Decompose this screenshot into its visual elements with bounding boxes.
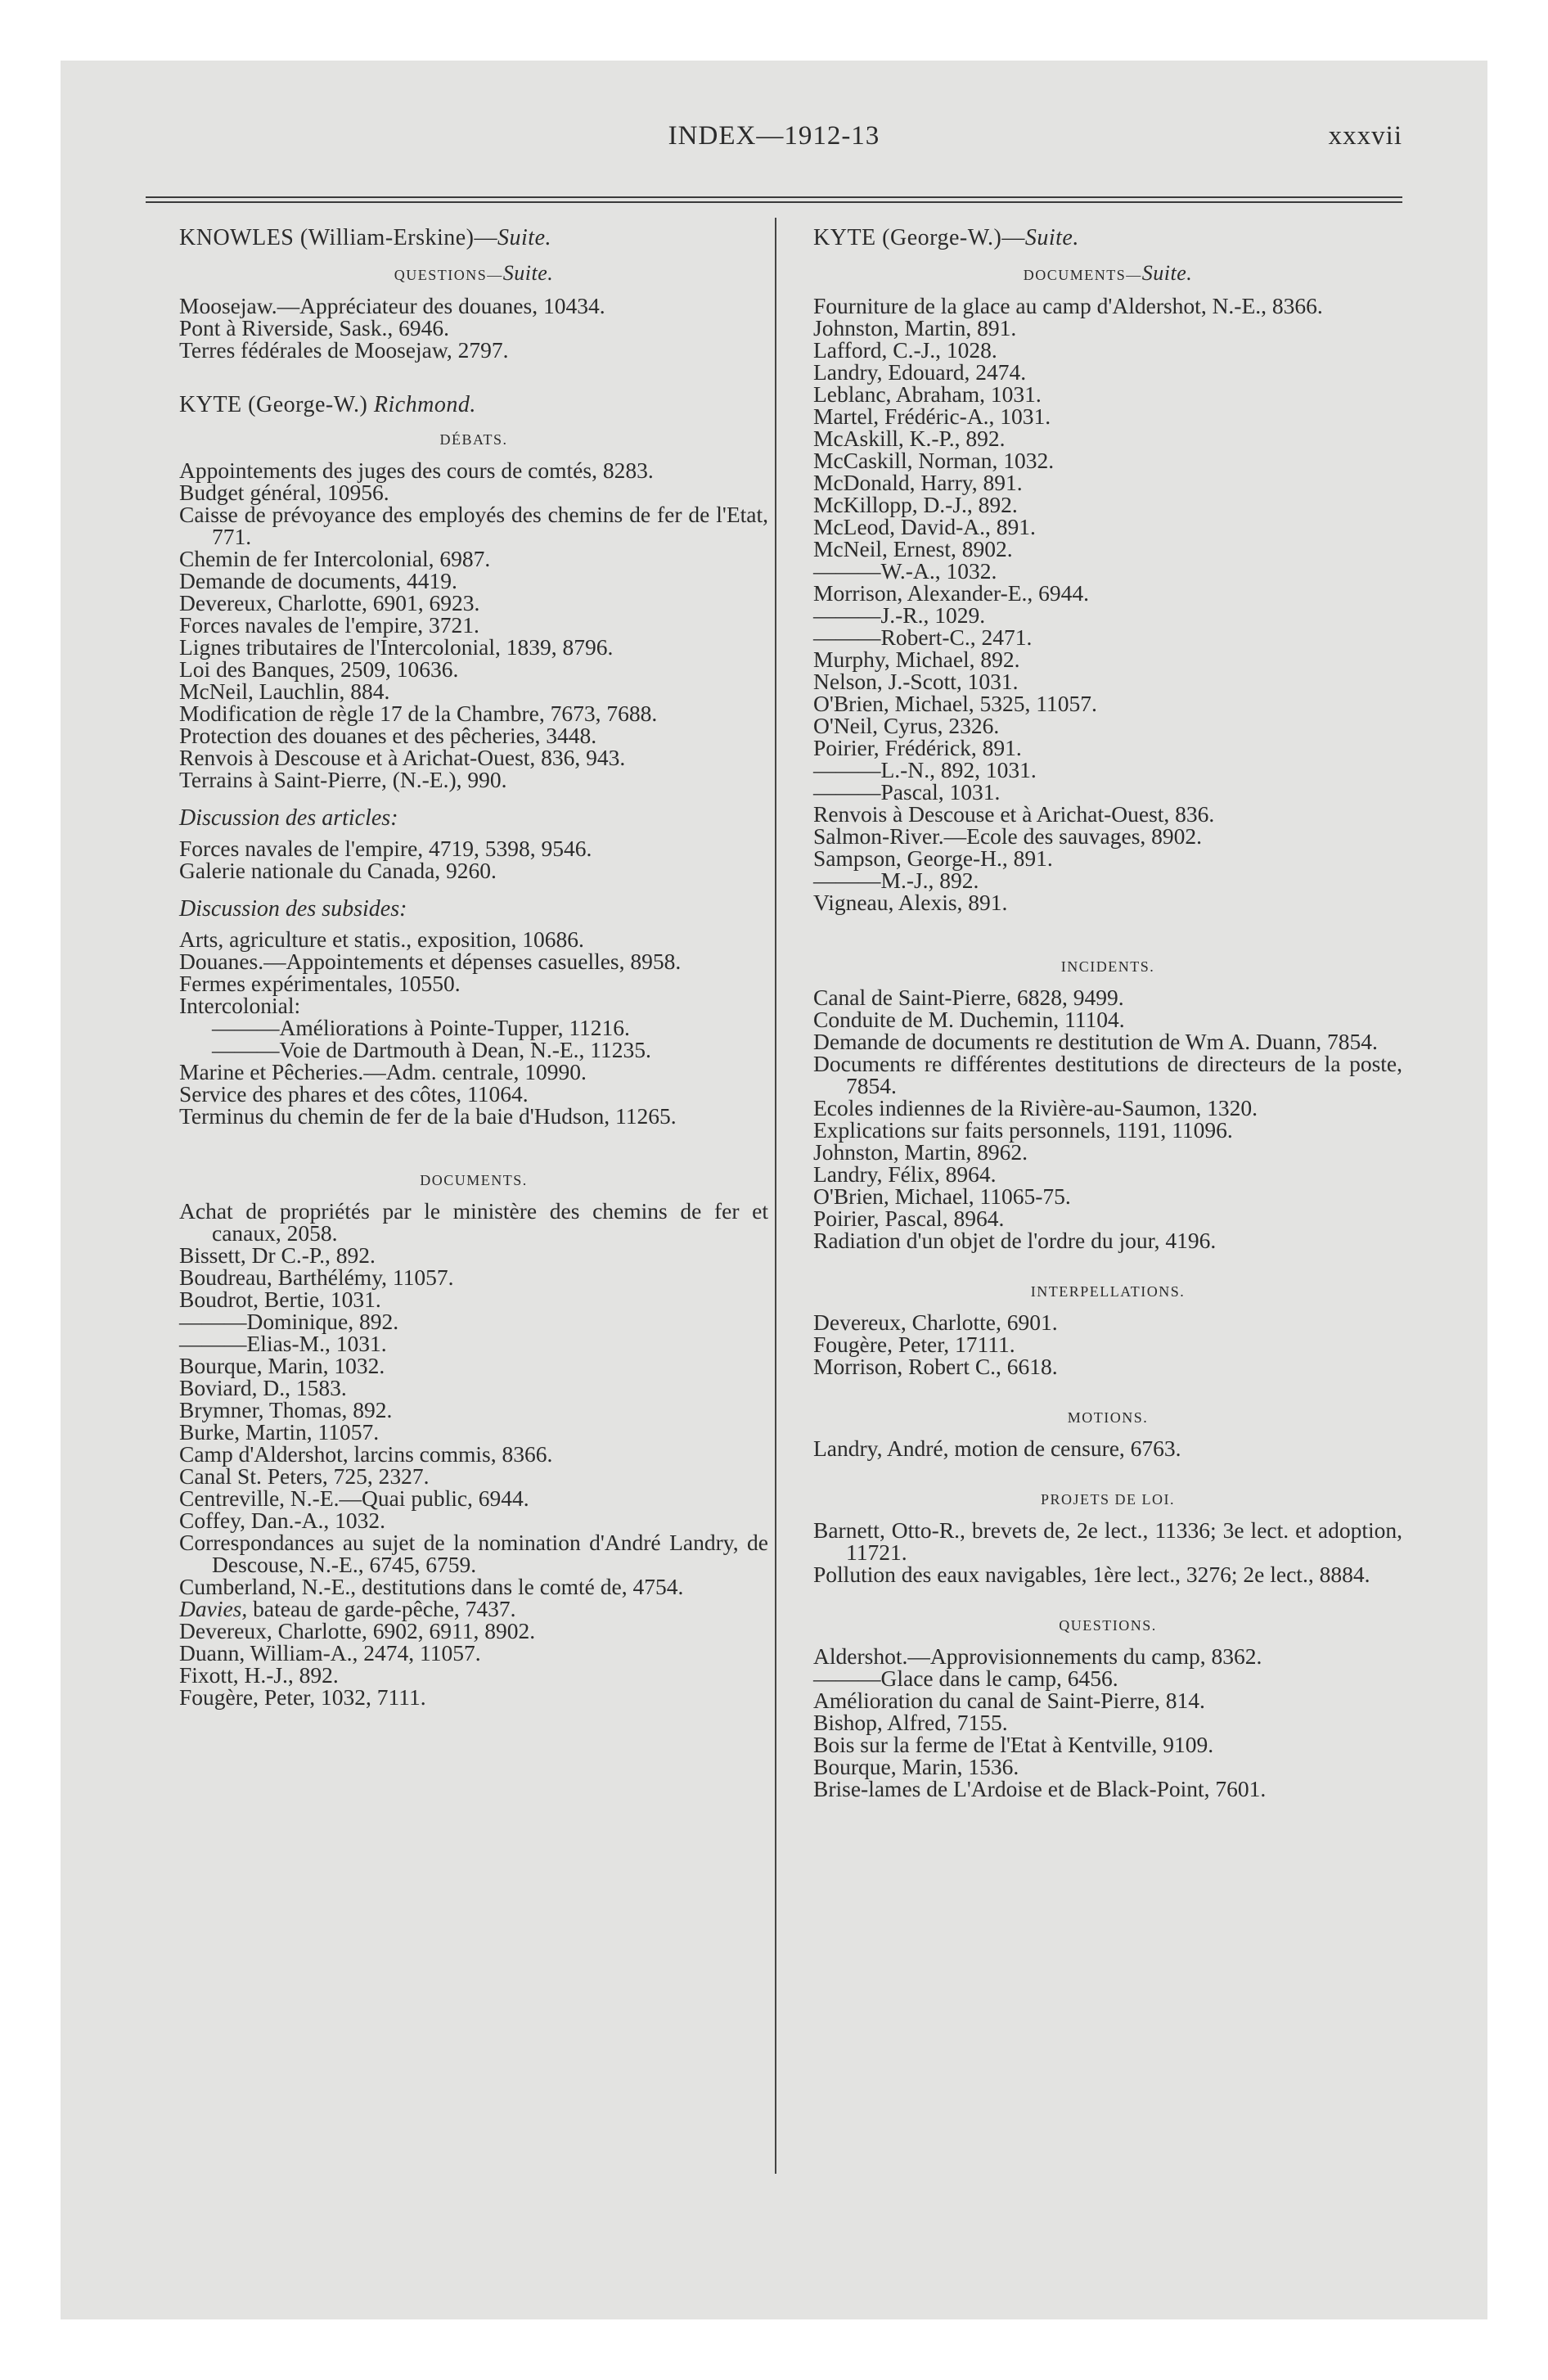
subsides-list-continued [179,1061,768,1127]
list-item: Cumberland, N.-E., destitutions dans le comté de, 4754. [179,1574,684,1599]
vessel-name: Davies, [179,1596,248,1621]
documents-list [813,295,1402,913]
section-heading-documents-continued [813,262,1402,286]
list-item: McDonald, Harry, 891. [813,470,1023,495]
list-item: Douanes.—Appointements et dépenses casuelles, 8958. [179,949,682,974]
list-item: Devereux, Charlotte, 6902, 6911, 8902. [179,1618,536,1643]
entry-heading-kyte [179,394,768,416]
list-item: Caisse de prévoyance des employés des chemins de fer de l'Etat, 771. [179,502,768,549]
list-item: Lafford, C.-J., 1028. [813,337,997,363]
list-item: O'Brien, Michael, 5325, 11057. [813,691,1097,716]
list-item: Renvois à Descouse et à Arichat-Ouest, 836. [813,801,1215,827]
entry-riding: Richmond. [373,392,476,417]
list-item: Budget général, 10956. [179,480,389,505]
section-label: QUESTIONS— [394,267,503,283]
list-item: Poirier, Frédérick, 891. [813,735,1022,760]
list-item: Galerie nationale du Canada, 9260. [179,858,497,883]
list-item: Bourque, Marin, 1032. [179,1353,385,1378]
header-rule-top [146,196,1402,198]
list-item: Demande de documents re destitution de Wm A. Duann, 7854. [813,1029,1378,1054]
list-item: Radiation d'un objet de l'ordre du jour, 4196. [813,1228,1217,1253]
entry-name: KYTE (George-W.)— [813,225,1025,250]
list-item: Landry, Félix, 8964. [813,1161,997,1187]
list-item: Johnston, Martin, 891. [813,315,1017,340]
section-heading-motions: MOTIONS. [1067,1409,1149,1426]
knowles-questions-list [179,295,768,361]
list-item: Brise-lames de L'Ardoise et de Black-Point, 7601. [813,1776,1267,1801]
section-heading-debats: DÉBATS. [439,431,508,448]
list-item: Morrison, Robert C., 6618. [813,1354,1058,1379]
list-item: O'Brien, Michael, 11065-75. [813,1183,1071,1209]
debates-list [179,459,768,791]
running-head [61,121,1487,162]
list-item: Appointements des juges des cours de comtés, 8283. [179,458,654,483]
articles-heading: Discussion des articles: [179,805,398,831]
section-suite: Suite. [502,261,554,285]
list-item: Terrains à Saint-Pierre, (N.-E.), 990. [179,767,507,792]
list-item: Leblanc, Abraham, 1031. [813,381,1042,407]
column-divider [775,218,776,2174]
list-item: Bourque, Marin, 1536. [813,1754,1019,1779]
list-item: Forces navales de l'empire, 3721. [179,612,479,638]
intercolonial-sublist [179,1016,768,1061]
list-item: Boudrot, Bertie, 1031. [179,1287,381,1312]
list-item: Aldershot.—Approvisionnements du camp, 8362. [813,1643,1262,1669]
list-item: Coffey, Dan.-A., 1032. [179,1508,386,1533]
list-item: ———Pascal, 1031. [813,779,1001,805]
list-item: Nelson, J.-Scott, 1031. [813,669,1019,694]
list-item: Duann, William-A., 2474, 11057. [179,1640,481,1666]
list-item: Bishop, Alfred, 7155. [813,1710,1008,1735]
list-item: Poirier, Pascal, 8964. [813,1206,1005,1231]
running-title: INDEX—1912-13 [668,121,880,151]
list-item: ———Améliorations à Pointe-Tupper, 11216. [212,1015,630,1040]
list-item: Fermes expérimentales, 10550. [179,971,461,996]
list-item: ———Voie de Dartmouth à Dean, N.-E., 11235. [212,1037,651,1062]
list-item: Arts, agriculture et statis., exposition, 10686. [179,926,584,952]
list-item: Chemin de fer Intercolonial, 6987. [179,546,491,571]
list-item: Correspondances au sujet de la nomination d'André Landry, de Descouse, N.-E., 6745, 6759. [179,1530,768,1577]
list-item: Fixott, H.-J., 892. [179,1662,339,1688]
list-item: Vigneau, Alexis, 891. [813,890,1008,915]
list-item: Bois sur la ferme de l'Etat à Kentville, 9109. [813,1732,1214,1757]
list-item: Marine et Pêcheries.—Adm. centrale, 10990. [179,1059,587,1084]
subsides-heading: Discussion des subsides: [179,896,407,922]
entry-suite: Suite. [497,225,552,250]
list-item: Murphy, Michael, 892. [813,647,1020,672]
list-item: Terminus du chemin de fer de la baie d'Hudson, 11265. [179,1103,677,1129]
page-number: xxxvii [1328,121,1402,151]
list-item: Fougère, Peter, 17111. [813,1332,1015,1357]
list-item: ———Glace dans le camp, 6456. [813,1666,1118,1691]
list-item: Morrison, Alexander-E., 6944. [813,580,1090,606]
left-column [179,227,768,1708]
right-column [813,227,1402,1800]
list-item: Devereux, Charlotte, 6901, 6923. [179,590,480,615]
list-item: Salmon-River.—Ecole des sauvages, 8902. [813,823,1203,849]
list-item: McNeil, Ernest, 8902. [813,536,1013,561]
list-item: Protection des douanes et des pêcheries, 3448. [179,723,597,748]
list-item: Renvois à Descouse et à Arichat-Ouest, 836, 943. [179,745,626,770]
list-item: ———M.-J., 892. [813,868,979,893]
list-item: Brymner, Thomas, 892. [179,1397,393,1422]
projets-list [813,1519,1402,1585]
list-item: Amélioration du canal de Saint-Pierre, 814. [813,1688,1205,1713]
list-item: Moosejaw.—Appréciateur des douanes, 10434. [179,293,605,318]
list-item: Explications sur faits personnels, 1191, 11096. [813,1117,1233,1143]
list-item: McCaskill, Norman, 1032. [813,448,1055,473]
list-item: Landry, André, motion de censure, 6763. [813,1436,1181,1461]
list-item: Barnett, Otto-R., brevets de, 2e lect., 11336; 3e lect. et adoption, 11721. [813,1517,1402,1565]
list-item: McKillopp, D.-J., 892. [813,492,1018,517]
list-item: McAskill, K.-P., 892. [813,426,1006,451]
list-item: McLeod, David-A., 891. [813,514,1036,539]
list-item: Service des phares et des côtes, 11064. [179,1081,529,1107]
subsides-list [179,928,768,1016]
list-item: Camp d'Aldershot, larcins commis, 8366. [179,1441,553,1467]
entry-name: KYTE (George-W.) [179,392,374,417]
list-item: Centreville, N.-E.—Quai public, 6944. [179,1485,529,1511]
list-item: Canal St. Peters, 725, 2327. [179,1463,430,1489]
questions-list [813,1645,1402,1800]
motions-list [813,1437,1402,1459]
interpellations-list [813,1311,1402,1377]
list-item: Conduite de M. Duchemin, 11104. [813,1007,1125,1032]
section-heading-questions: QUESTIONS. [1059,1617,1157,1634]
list-item: Documents re différentes destitutions de directeurs de la poste, 7854. [813,1051,1402,1098]
entry-name: KNOWLES (William-Erskine)— [179,225,498,250]
list-item: Ecoles indiennes de la Rivière-au-Saumon, 1320. [813,1095,1258,1120]
list-item: Canal de Saint-Pierre, 6828, 9499. [813,985,1124,1010]
list-item: Loi des Banques, 2509, 10636. [179,656,459,682]
list-item: Fougère, Peter, 1032, 7111. [179,1684,426,1710]
list-item: Boviard, D., 1583. [179,1375,347,1400]
list-item: O'Neil, Cyrus, 2326. [813,713,1000,738]
section-heading-interpellations: INTERPELLATIONS. [1030,1283,1186,1300]
articles-list [179,837,768,881]
documents-list-continued [179,1620,768,1708]
list-item: Sampson, George-H., 891. [813,845,1053,871]
list-item: Terres fédérales de Moosejaw, 2797. [179,337,509,363]
list-item: ———J.-R., 1029. [813,602,986,628]
list-item: ———Elias-M., 1031. [179,1331,387,1356]
list-item: ———W.-A., 1032. [813,558,997,584]
list-item: Demande de documents, 4419. [179,568,457,593]
list-item: ———L.-N., 892, 1031. [813,757,1037,782]
documents-list [179,1200,768,1598]
section-heading-documents: DOCUMENTS. [420,1172,528,1188]
section-heading-incidents: INCIDENTS. [1060,958,1155,975]
section-suite: Suite. [1141,261,1193,285]
list-item: Modification de règle 17 de la Chambre, 7673, 7688. [179,701,658,726]
list-item: Fourniture de la glace au camp d'Aldershot, N.-E., 8366. [813,293,1323,318]
list-item: Johnston, Martin, 8962. [813,1139,1028,1165]
entry-suite: Suite. [1024,225,1079,250]
scanned-page [61,61,1487,2319]
list-item: Boudreau, Barthélémy, 11057. [179,1264,454,1290]
list-item: Devereux, Charlotte, 6901. [813,1309,1058,1335]
list-item-text: bateau de garde-pêche, 7437. [247,1596,516,1621]
list-item: Lignes tributaires de l'Intercolonial, 1839, 8796. [179,634,614,660]
list-item: Landry, Edouard, 2474. [813,359,1027,385]
list-item [179,1598,768,1620]
list-item: Forces navales de l'empire, 4719, 5398, 9546. [179,836,592,861]
list-item: Burke, Martin, 11057. [179,1419,380,1445]
list-item: ———Dominique, 892. [179,1309,399,1334]
list-item: Pollution des eaux navigables, 1ère lect., 3276; 2e lect., 8884. [813,1562,1370,1587]
list-item: ———Robert-C., 2471. [813,624,1033,650]
list-item: Martel, Frédéric-A., 1031. [813,403,1051,429]
list-item: McNeil, Lauchlin, 884. [179,678,390,704]
section-heading-projets-de-loi: PROJETS DE LOI. [1040,1491,1175,1508]
list-item: Pont à Riverside, Sask., 6946. [179,315,449,340]
section-heading-questions [179,262,768,286]
entry-heading-kyte-continued [813,227,1402,249]
header-rule-bottom [146,201,1402,203]
list-item: Intercolonial: [179,993,301,1018]
entry-heading-knowles [179,227,768,249]
incidents-list [813,986,1402,1251]
list-item: Achat de propriétés par le ministère des chemins de fer et canaux, 2058. [179,1198,768,1246]
section-label: DOCUMENTS— [1023,267,1142,283]
list-item: Bissett, Dr C.-P., 892. [179,1242,376,1268]
